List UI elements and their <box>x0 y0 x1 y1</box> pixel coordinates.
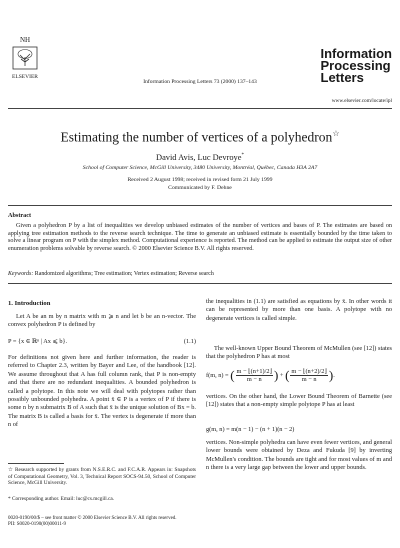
received-date: Received 2 August 1998; received in revised form 21 July 1999 <box>127 177 273 183</box>
left-paren: ( <box>230 367 235 383</box>
journal-name-line-2: Processing <box>320 58 391 73</box>
communicated-by: Communicated by F. Dehne <box>168 184 232 191</box>
binomial-1 <box>236 368 273 383</box>
binomial-2-bottom: m − n <box>301 376 317 383</box>
article-dates <box>0 177 400 193</box>
equation-1-1-text: P = {x ∈ ℝⁿ | Ax ⩽ b}. <box>8 338 68 345</box>
right-paren: ) <box>328 367 334 383</box>
title-text: Estimating the number of vertices of a polyhedron <box>60 129 333 145</box>
right-paren: ) <box>274 367 279 383</box>
right-paragraph-4: vertices. Non-simple polyhedra can have even fewer vertices, and general lower bounds were obtained by Deza and Fukuda [9] by inverting McMullen's condition. The bounds are tight and for most values of m and n there is a very large gap between the lower and upper bounds. <box>206 439 392 472</box>
left-paren: ( <box>285 367 290 383</box>
header-rule <box>8 108 392 109</box>
abstract-text: Given a polyhedron P by a list of inequalities we develop unbiased estimates of the number of vertices and bases of P. The estimates are based on applying tree estimation methods to the reverse search technique. The time to generate an unbiased estimate is essentially bounded by the time taken to solve a linear program on P with the simplex method. Computational experience is reported. The method can be applied to estimate the output size of other enumeration problems solvable by reverse search. © 2000 Elsevier Science B.V. All rights reserved. <box>8 223 392 252</box>
binomial-1-top: m − ⌊(n+1)/2⌋ <box>236 368 272 375</box>
footnote-2: * Corresponding author. Email: luc@cs.mcgill.ca. <box>8 496 115 502</box>
binomial-2-top: m − ⌊(n+2)/2⌋ <box>291 368 327 375</box>
author-affiliation: School of Computer Science, McGill University, 3480 University, Montréal, Québec, Canada H3A 2A7 <box>82 165 318 171</box>
publisher-mark: NH <box>19 36 31 44</box>
elsevier-tree-icon <box>12 46 38 70</box>
authors-text: David Avis, Luc Devroye <box>156 153 242 162</box>
upper-bound-lhs: f(m, n) = <box>206 371 229 379</box>
article-title <box>0 129 400 146</box>
right-paragraph-2: The well-known Upper Bound Theorem of McMullen (see [12]) states that the polyhedron P has at most <box>206 345 392 361</box>
equation-1-1-number[interactable]: (1.1) <box>183 338 196 345</box>
copyright <box>8 516 177 529</box>
intro-paragraph-1: Let A be an m by n matrix with m ⩾ n and let b be an n-vector. The convex polyhedron P is defined by <box>8 313 196 329</box>
publisher-name: ELSEVIER <box>12 74 38 80</box>
binomial-2 <box>290 368 327 383</box>
abstract-top-rule <box>8 205 392 206</box>
footnote-rule <box>8 463 64 464</box>
journal-citation: Information Processing Letters 73 (2000) 137–143 <box>143 79 257 85</box>
author-footnote-mark[interactable]: * <box>241 153 244 159</box>
journal-brand <box>321 48 393 84</box>
publisher-logo <box>8 36 42 80</box>
title-footnote-mark[interactable]: ☆ <box>332 129 340 138</box>
footnote-1: ☆ Research supported by grants from N.S.E.R.C. and F.C.A.R. Appears in: Snapshots of Computational Geometry, Vol. 3, Technical Report SOCS-94.50, School of Computer Science, McGill University. <box>8 467 196 487</box>
section-heading: 1. Introduction <box>8 300 51 307</box>
journal-name-line-1: Information <box>320 46 392 61</box>
pii-line: PII: S0020-0190(00)00011-9 <box>8 522 67 528</box>
keywords-label: Keywords: <box>8 271 34 277</box>
article-authors <box>0 153 400 162</box>
right-paragraph-1: the inequalities in (1.1) are satisfied as equations by x̄. In other words it can be represented by more than one basis. A polytope with no degenerate vertices is called simple. <box>206 298 392 322</box>
upper-bound-equation <box>206 368 392 383</box>
right-paragraph-3: vertices. On the other hand, the Lower Bound Theorem of Barnette (see [12]) states that a non-empty simple polytope P has at least <box>206 393 392 409</box>
abstract-bottom-rule <box>8 283 392 284</box>
equation-1-1 <box>8 338 196 346</box>
abstract-heading: Abstract <box>8 212 32 219</box>
keywords <box>8 271 214 277</box>
copyright-line: 0020-0190/00/$ – see front matter © 2000 Elsevier Science B.V. All rights reserved. <box>8 516 177 521</box>
period: . <box>333 371 335 379</box>
plus-sign: + <box>279 371 284 379</box>
keywords-list: Randomized algorithms; Tree estimation; Vertex estimation; Reverse search <box>34 271 214 277</box>
lower-bound-equation: g(m, n) = m(n − 1) − (n + 1)(n − 2) <box>206 426 295 433</box>
journal-url[interactable]: www.elsevier.com/locate/ipl <box>331 98 392 104</box>
journal-name-line-3: Letters <box>320 70 364 85</box>
binomial-1-bottom: m − n <box>246 376 262 383</box>
intro-paragraph-2: For definitions not given here and further information, the reader is referred to Chapter 2.3, written by Bayer and Lee, of the handbook [12]. We assume throughout that A has full column rank, that P is non-empty and that there are no redundant inequalities. A bounded polyhedron is called a polytope. In this note we will deal with polytopes rather than possibly unbounded polyhedra. A point x̄ ∈ P is a vertex of P if there is some n by n submatrix B of A such that x̄ is the unique solution of Bx = b. The matrix B is called a basis for x̄. The vertex is degenerate if more than n of <box>8 354 196 429</box>
